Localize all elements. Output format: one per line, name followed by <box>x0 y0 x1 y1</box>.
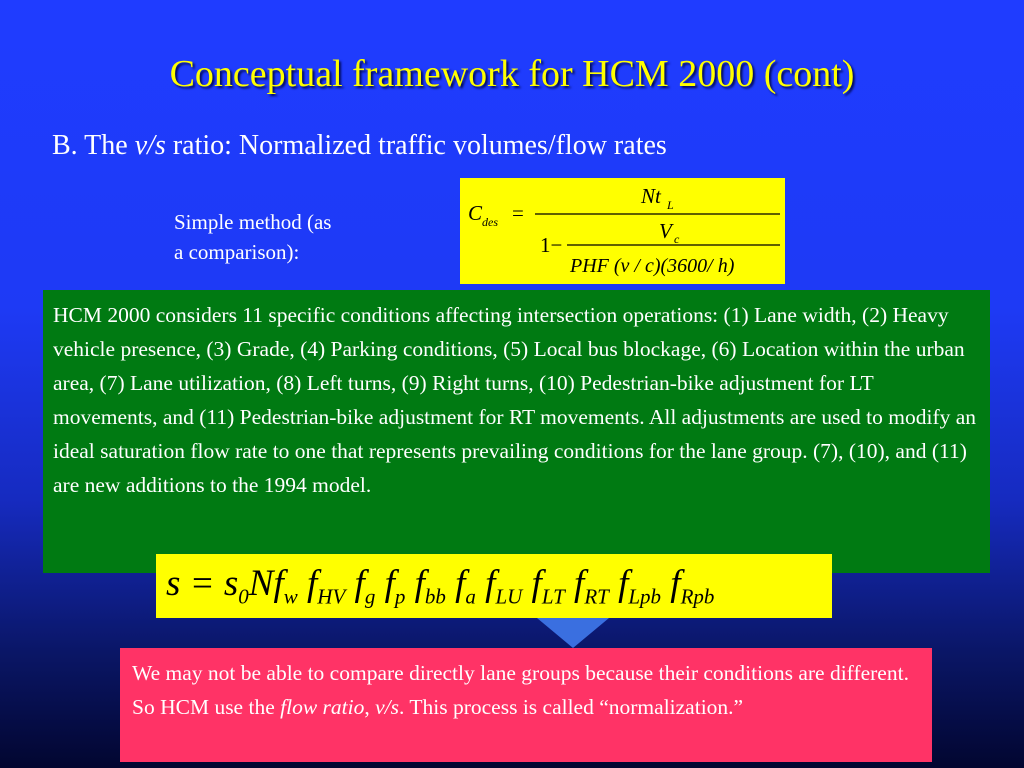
formula-term: $f_{RT}$ <box>574 563 609 609</box>
formula-term: $f_{bb}$ <box>414 563 446 609</box>
cdes-lhs: C <box>468 201 483 225</box>
simple-method-line2: a comparison): <box>174 240 300 264</box>
note-part1: We may not be able to compare directly lane groups because their conditions are different. So HCM use the <box>132 661 909 719</box>
normalization-note <box>120 648 932 762</box>
formula-term: $f_{HV}$ <box>307 563 346 609</box>
note-flow-ratio: flow ratio <box>280 695 365 719</box>
cdes-lhs-sub: des <box>482 215 498 229</box>
note-vs: v/s <box>375 695 399 719</box>
conditions-box: HCM 2000 considers 11 specific conditions affecting intersection operations: (1) Lane width, (2) Heavy vehicle presence, (3) Grade, (4) Parking conditions, (5) Local bus blockage, (6) Location within the urban area, (7) Lane utilization, (8) Left turns, (9) Right turns, (10) Pedestrian-bike adjustment for LT movements, and (11) Pedestrian-bike adjustment for RT movements. All adjustments are used to modify an ideal saturation flow rate to one that represents prevailing conditions for the lane group. (7), (10), and (11) are new additions to the 1994 model. <box>43 290 990 573</box>
formula-term: $f_p$ <box>384 563 406 609</box>
simple-method-line1: Simple method (as <box>174 210 332 234</box>
cdes-inner-numerator: V <box>659 219 672 243</box>
formula-term: $f_{Rpb}$ <box>670 563 715 609</box>
formula-term: $f_g$ <box>354 563 376 609</box>
cdes-equation <box>460 178 785 284</box>
note-part2: . This process is called “normalization.” <box>399 695 744 719</box>
formula-s0-sub: 0 <box>238 584 249 609</box>
formula-term: $f_{Lpb}$ <box>618 563 662 609</box>
cdes-numerator-sub: L <box>667 198 674 212</box>
note-comma: , <box>364 695 376 719</box>
subtitle <box>52 130 667 162</box>
subtitle-prefix: B. The <box>52 130 135 161</box>
formula-N: N <box>248 563 274 604</box>
formula-term: $f_w$ <box>273 563 298 609</box>
formula-lhs: s = s <box>166 563 239 604</box>
simple-method-label <box>174 207 404 267</box>
cdes-equals: = <box>512 201 524 225</box>
cdes-equation-box <box>460 178 785 284</box>
subtitle-vs: v/s <box>134 130 166 161</box>
slide-title: Conceptual framework for HCM 2000 (cont) <box>169 53 855 95</box>
formula-term: $f_{LU}$ <box>485 563 523 609</box>
cdes-one-minus: 1− <box>540 233 563 257</box>
cdes-numerator: Nt <box>641 184 661 208</box>
cdes-inner-numerator-sub: c <box>674 232 680 246</box>
saturation-formula-box <box>156 554 832 618</box>
formula-term: $f_a$ <box>455 563 476 609</box>
cdes-inner-denominator: PHF (v / c)(3600/ h) <box>570 255 735 277</box>
formula-term: $f_{LT}$ <box>531 563 565 609</box>
subtitle-suffix: ratio: Normalized traffic volumes/flow rates <box>165 130 667 161</box>
